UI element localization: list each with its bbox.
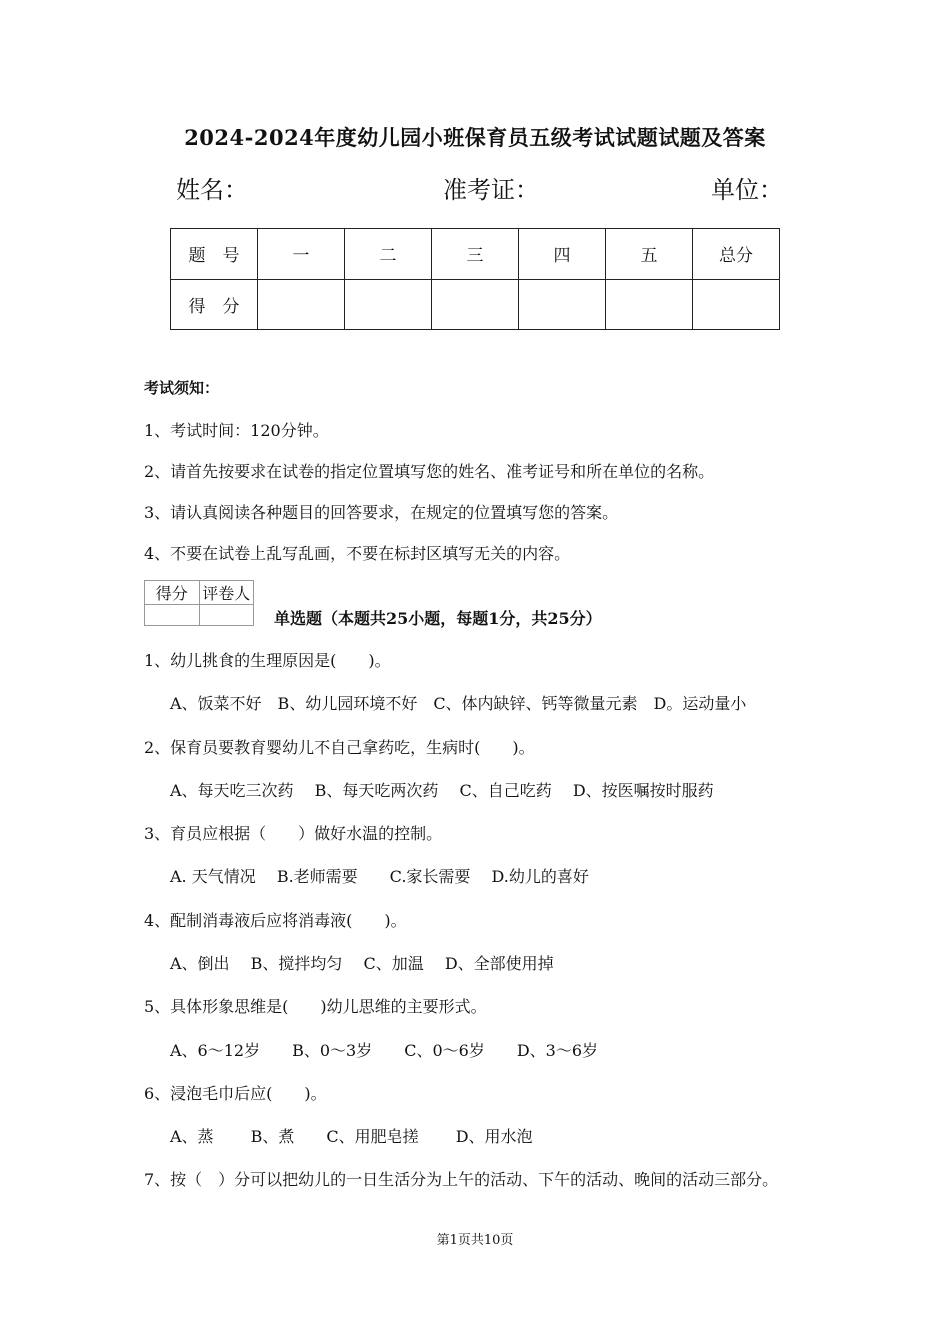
score-table-cell: 四 bbox=[519, 229, 606, 280]
score-cell[interactable] bbox=[432, 279, 519, 330]
page-title: 2024-2024年度幼儿园小班保育员五级考试试题试题及答案 bbox=[184, 125, 766, 150]
score-row-label: 得 分 bbox=[171, 279, 258, 330]
score-table-cell: 一 bbox=[258, 229, 345, 280]
score-table bbox=[170, 228, 780, 330]
section-title: 单选题（本题共25小题，每题1分，共25分） bbox=[274, 609, 602, 628]
score-table-cell: 三 bbox=[432, 229, 519, 280]
notice-item: 4、不要在试卷上乱写乱画，不要在标封区填写无关的内容。 bbox=[144, 544, 571, 563]
question-stem: 1、幼儿挑食的生理原因是( )。 bbox=[144, 651, 391, 670]
grader-box bbox=[144, 580, 254, 626]
page-footer: 第1页共10页 bbox=[436, 1233, 514, 1248]
question-stem: 4、配制消毒液后应将消毒液( )。 bbox=[144, 911, 407, 930]
name-label: 姓名： bbox=[176, 176, 248, 204]
grader-score-label: 得分 bbox=[145, 581, 200, 605]
question-stem: 3、育员应根据（ ）做好水温的控制。 bbox=[144, 824, 443, 843]
grader-name-cell[interactable] bbox=[199, 605, 254, 626]
score-table-cell: 二 bbox=[345, 229, 432, 280]
question-stem: 5、具体形象思维是( )幼儿思维的主要形式。 bbox=[144, 997, 487, 1016]
score-table-cell: 五 bbox=[606, 229, 693, 280]
notice-heading: 考试须知： bbox=[144, 379, 220, 397]
question-options: A、6～12岁 B、0～3岁 C、0～6岁 D、3～6岁 bbox=[170, 1041, 599, 1060]
score-cell[interactable] bbox=[519, 279, 606, 330]
grader-score-cell[interactable] bbox=[145, 605, 200, 626]
question-options: A、蒸 B、煮 C、用肥皂搓 D、用水泡 bbox=[170, 1127, 533, 1146]
question-stem: 2、保育员要教育婴幼儿不自己拿药吃，生病时( )。 bbox=[144, 738, 535, 757]
score-cell[interactable] bbox=[693, 279, 780, 330]
question-stem: 7、按（ ）分可以把幼儿的一日生活分为上午的活动、下午的活动、晚间的活动三部分。 bbox=[144, 1170, 779, 1189]
question-options: A、倒出 B、搅拌均匀 C、加温 D、全部使用掉 bbox=[170, 954, 554, 973]
question-options: A、饭菜不好 B、幼儿园环境不好 C、体内缺锌、钙等微量元素 D。运动量小 bbox=[170, 694, 747, 713]
score-table-cell: 总分 bbox=[693, 229, 780, 280]
unit-label: 单位： bbox=[711, 176, 783, 204]
score-table-header-row bbox=[171, 229, 780, 280]
exam-id-label: 准考证： bbox=[443, 176, 539, 204]
question-options: A、每天吃三次药 B、每天吃两次药 C、自己吃药 D、按医嘱按时服药 bbox=[170, 781, 714, 800]
score-table-cell: 题 号 bbox=[171, 229, 258, 280]
question-stem: 6、浸泡毛巾后应( )。 bbox=[144, 1084, 327, 1103]
score-cell[interactable] bbox=[606, 279, 693, 330]
score-cell[interactable] bbox=[258, 279, 345, 330]
grader-name-label: 评卷人 bbox=[199, 581, 254, 605]
notice-item: 3、请认真阅读各种题目的回答要求，在规定的位置填写您的答案。 bbox=[144, 503, 619, 522]
notice-item: 2、请首先按要求在试卷的指定位置填写您的姓名、准考证号和所在单位的名称。 bbox=[144, 462, 715, 481]
score-table-score-row bbox=[171, 279, 780, 330]
score-cell[interactable] bbox=[345, 279, 432, 330]
question-options: A. 天气情况 B.老师需要 C.家长需要 D.幼儿的喜好 bbox=[170, 867, 589, 886]
notice-item: 1、考试时间：120分钟。 bbox=[144, 421, 329, 440]
